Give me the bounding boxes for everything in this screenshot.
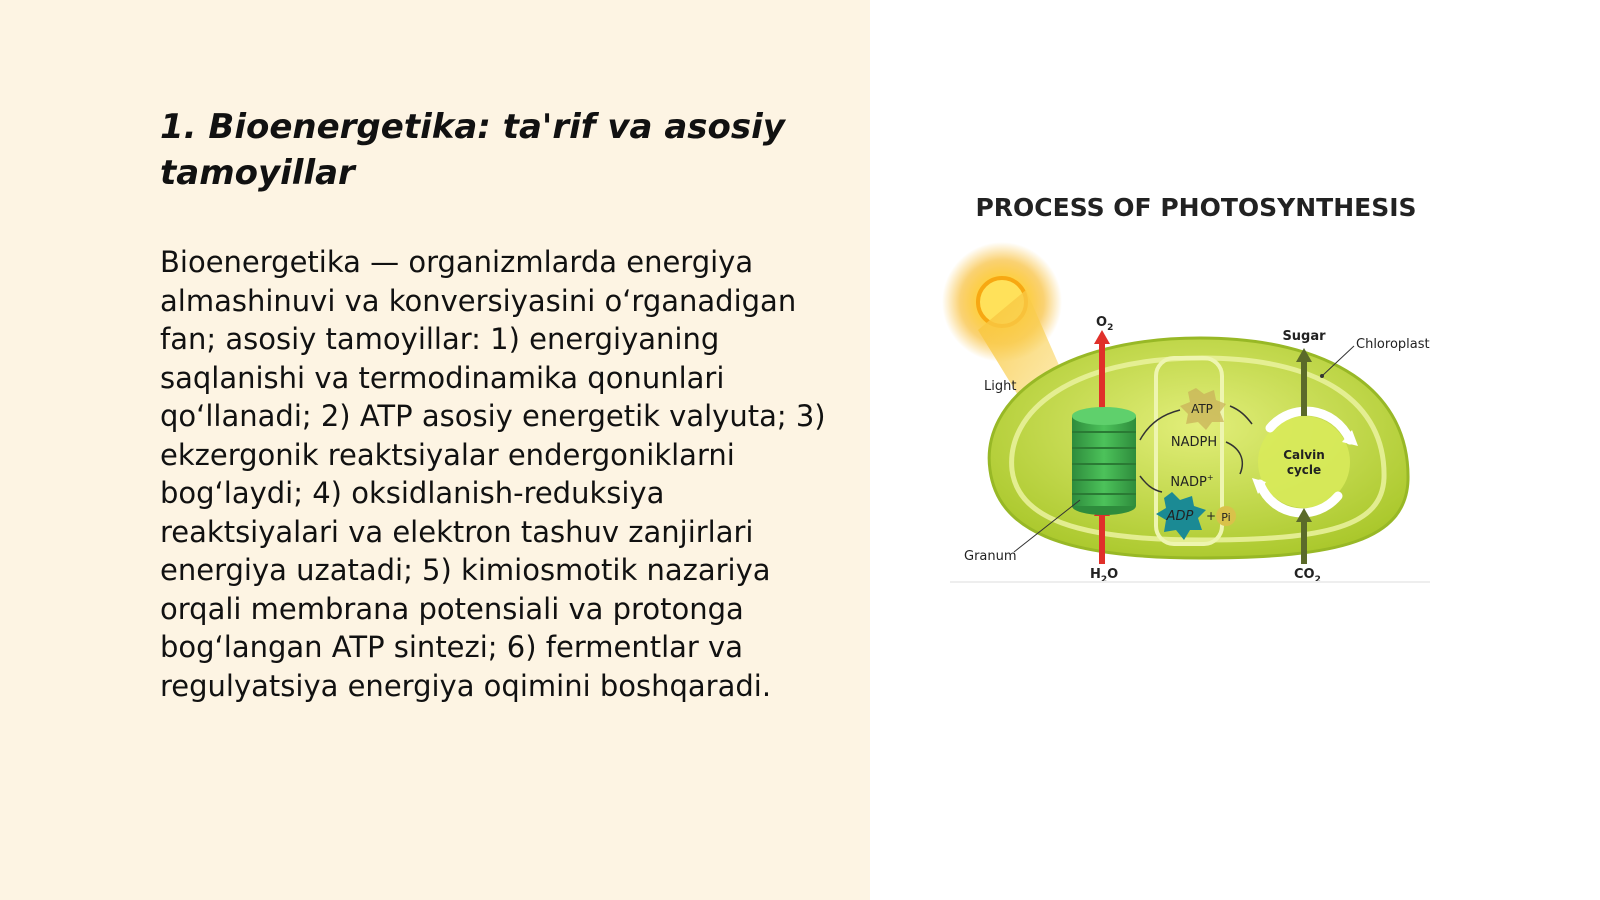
diagram-title: PROCESS OF PHOTOSYNTHESIS (975, 193, 1417, 222)
label-h2o: $H_2O$ (1090, 567, 1119, 585)
label-light: Light (984, 379, 1017, 394)
calvin-cycle (1252, 411, 1358, 513)
label-pi: Pi (1221, 511, 1231, 524)
photosynthesis-diagram (940, 180, 1460, 600)
chloroplast-pointer-dot (1320, 374, 1324, 378)
granum-stack (1072, 407, 1136, 515)
label-plus: + (1206, 509, 1217, 523)
label-o2: $O_2$ (1096, 315, 1114, 333)
label-sugar: Sugar (1282, 329, 1326, 344)
label-adp: ADP (1166, 509, 1194, 524)
pi-badge (1216, 506, 1236, 526)
label-nadp: NADP+ (1170, 473, 1214, 490)
label-atp: ATP (1191, 402, 1213, 416)
slide-body-text: Bioenergetika — organizmlarda energiya almashinuvi va konversiyasini o‘rganadigan fan; asosiy tamoyillar: 1) energiyaning saqlanishi va termodinamika qonunlari qo‘llanadi; 2) ATP asosiy energetik valyuta; 3) ekzergonik reaktsiyalar endergoniklarni bog‘laydi; 4) oksidlanish-reduksiya reaktsiyalari va elektron tashuv zanjirlari energiya uzatadi; 5) kimiosmotik nazariya orqali membrana potensiali va protonga bog‘langan ATP sintezi; 6) fermentlar va regulyatsiya energiya oqimini boshqaradi. (160, 245, 826, 703)
label-calvin-line2: cycle (1286, 463, 1322, 477)
label-granum: Granum (964, 549, 1017, 564)
label-nadph: NADPH (1170, 435, 1218, 450)
slide-title: 1. Bioenergetika: ta'rif va asosiy tamoyillar (160, 107, 785, 193)
label-calvin-line1: Calvin (1283, 448, 1325, 462)
label-co2: $CO_2$ (1294, 567, 1321, 585)
label-chloroplast: Chloroplast (1356, 337, 1430, 352)
photosynthesis-illustration (940, 180, 1460, 600)
